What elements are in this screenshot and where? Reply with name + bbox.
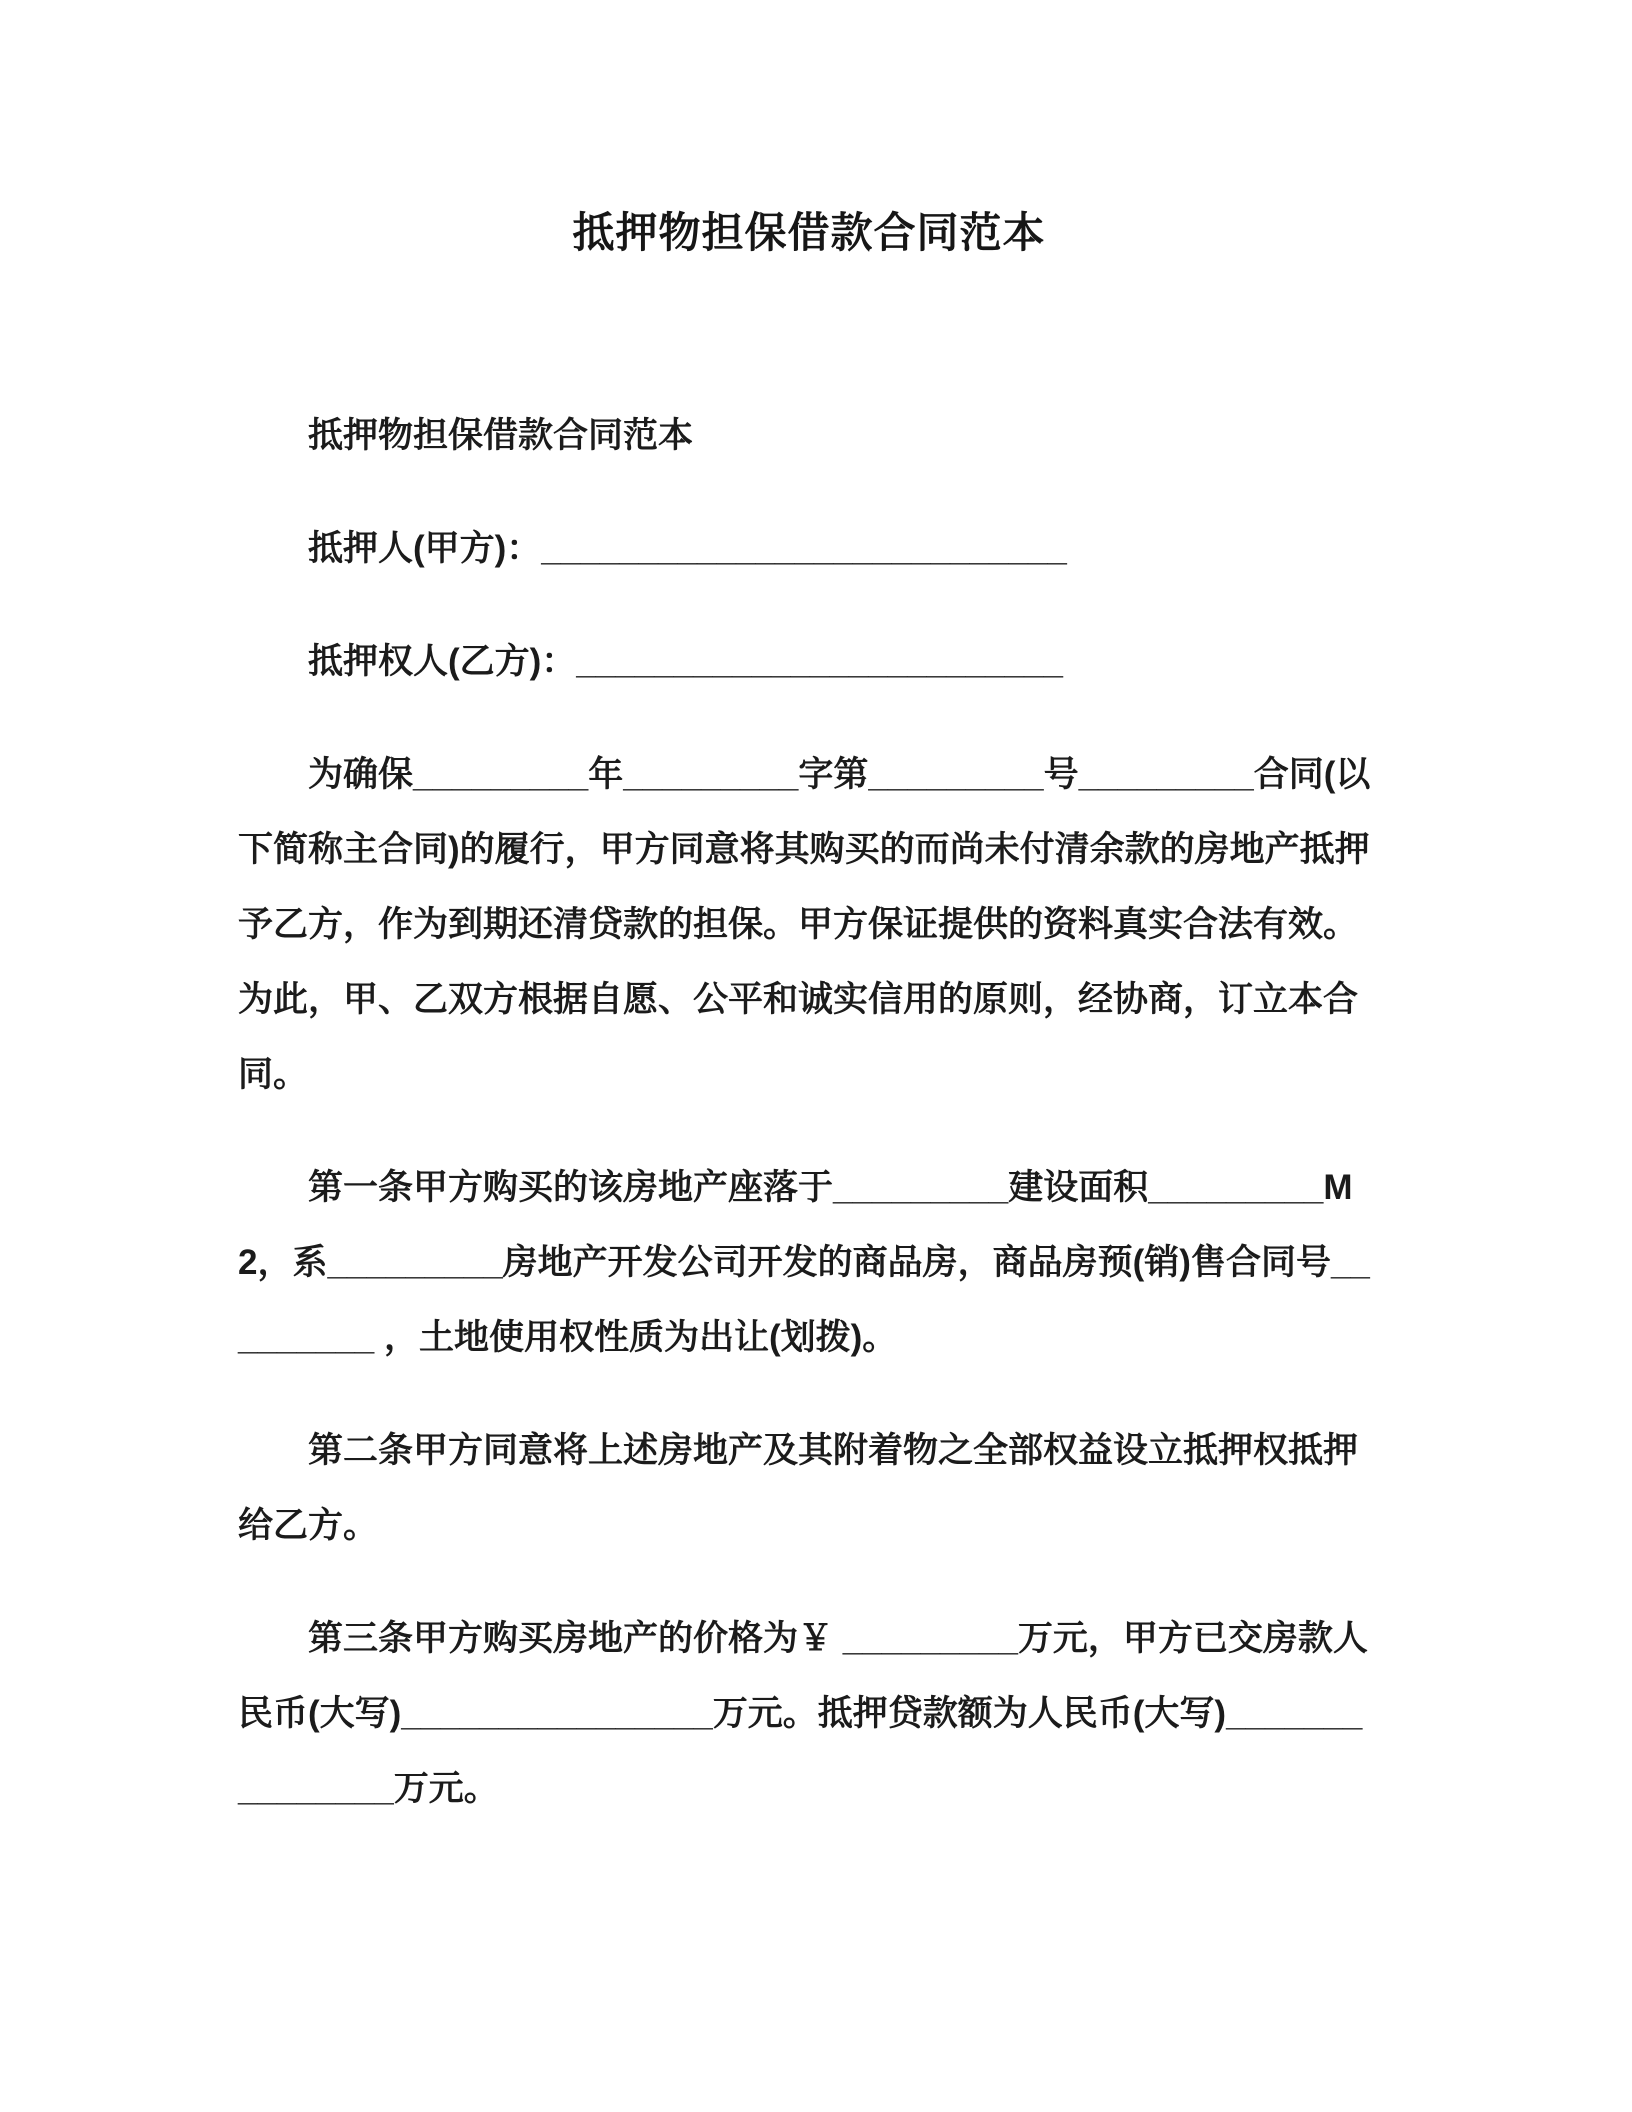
paragraph-mortgagor-line: 抵押人(甲方)：___________________________	[308, 529, 1067, 569]
paragraph-preamble: 为确保_________年_________字第_________号_________合同(以下简称主合同)的履行，甲方同意将其购买的而尚未付清余款的房地产抵押予乙方，作为到期还清贷款的担保。甲方保证提供的资料真实合法有效。为此，甲、乙双方根据自愿、公平和诚实信用的原则，经协商，订立本合同。	[238, 755, 1371, 1095]
paragraph-article-1: 第一条甲方购买的该房地产座落于_________建设面积_________M2，系_________房地产开发公司开发的商品房，商品房预(销)售合同号_________ ，土地使用权性质为出让(划拨)。	[238, 1168, 1370, 1358]
paragraph-article-2: 第二条甲方同意将上述房地产及其附着物之全部权益设立抵押权抵押给乙方。	[238, 1431, 1359, 1546]
paragraph-subtitle: 抵押物担保借款合同范本	[308, 416, 694, 456]
paragraph-mortgagee-line: 抵押权人(乙方)：_________________________	[308, 642, 1063, 682]
document-title: 抵押物担保借款合同范本	[572, 209, 1046, 256]
paragraph-article-3: 第三条甲方购买房地产的价格为￥ _________万元，甲方已交房款人民币(大写)________________万元。抵押贷款额为人民币(大写)_______________万元。	[238, 1619, 1368, 1809]
